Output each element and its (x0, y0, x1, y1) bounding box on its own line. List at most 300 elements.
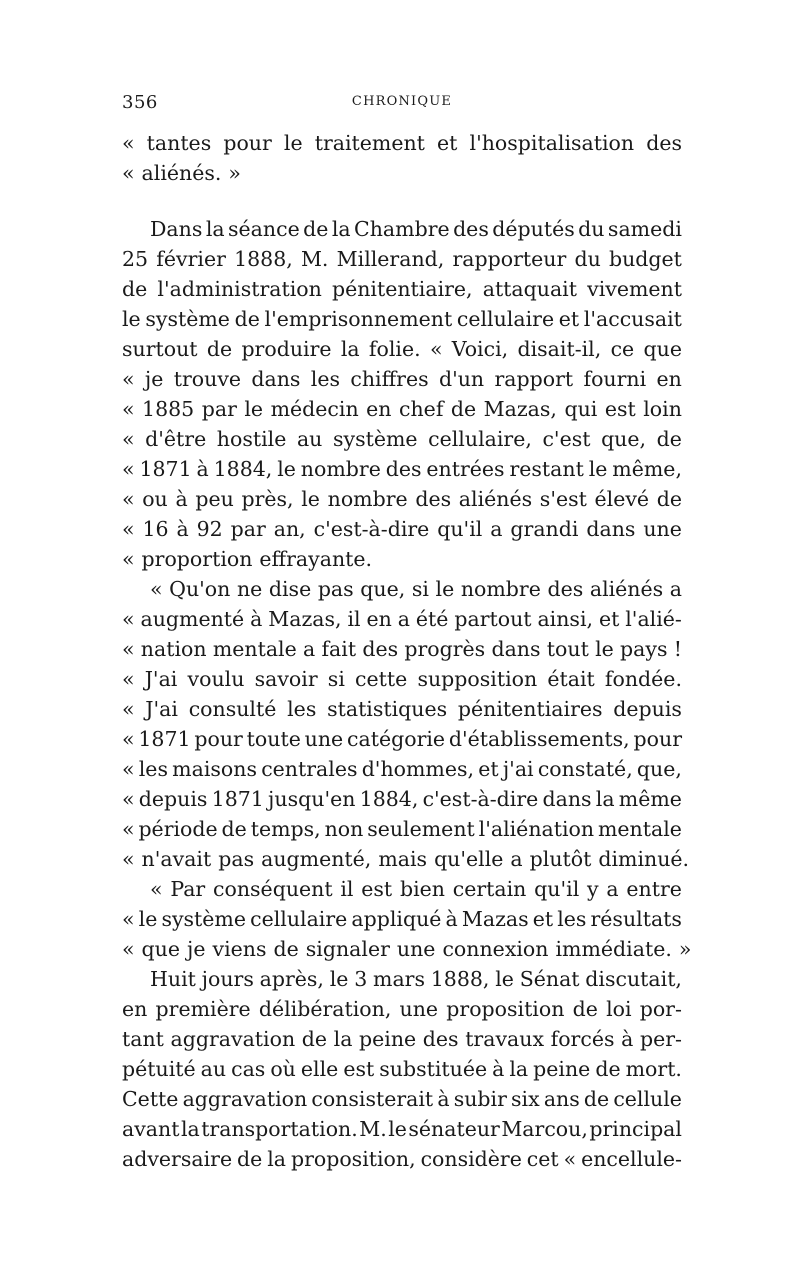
word: le (495, 967, 514, 991)
word: l'alié- (625, 607, 682, 631)
word: a (302, 637, 316, 661)
word: n'avait (141, 847, 212, 871)
text-line (122, 1024, 682, 1054)
word: de (583, 1087, 610, 1111)
text-line (122, 844, 690, 874)
text-line (122, 454, 682, 484)
word: temps, (250, 817, 321, 841)
word: que (141, 937, 181, 961)
word: trouve (173, 367, 242, 391)
word: mentale (597, 817, 682, 841)
word: qui (564, 397, 598, 421)
word: » (678, 937, 692, 961)
word: » (228, 161, 241, 185)
word: c'est-à-dire (422, 787, 539, 811)
word: de (273, 937, 299, 961)
word: rapport (494, 367, 574, 391)
text-line (122, 334, 682, 364)
word: elle (300, 1057, 339, 1081)
word: toute (246, 727, 301, 751)
word: à (196, 457, 209, 481)
word: le (329, 967, 349, 991)
word: le (283, 131, 303, 155)
word: j'ai (502, 757, 534, 781)
word: fourni (583, 367, 647, 391)
word: par (201, 397, 237, 421)
word: forcés (550, 1027, 615, 1051)
word: rapporteur (452, 247, 567, 271)
word: à (621, 1027, 634, 1051)
word: ne (236, 577, 263, 601)
word: la (333, 1027, 353, 1051)
word: aliénés (589, 577, 664, 601)
word: statistiques (327, 697, 448, 721)
word: il (340, 877, 354, 901)
word: le (595, 637, 614, 661)
word: pétuité (122, 1057, 196, 1081)
word: peine (359, 1027, 417, 1051)
word: « (122, 757, 135, 781)
text-line (122, 724, 682, 754)
word: sénateur (408, 1117, 500, 1141)
text-line (122, 1054, 682, 1084)
word: « (122, 487, 135, 511)
word: J'ai (145, 697, 178, 721)
word: seulement (367, 817, 475, 841)
word: une (396, 937, 436, 961)
word: période (138, 817, 218, 841)
paragraph (122, 128, 682, 188)
word: cas (231, 1057, 266, 1081)
word: et (478, 757, 499, 781)
word: appliqué (351, 907, 442, 931)
text-line (122, 694, 682, 724)
word: la (205, 217, 225, 241)
word: du (574, 247, 601, 271)
word: augmenté (140, 607, 245, 631)
word: peu (195, 487, 234, 511)
text-line (122, 964, 682, 994)
word: s'est (539, 487, 587, 511)
word: ou (142, 487, 168, 511)
text-line (122, 1114, 682, 1144)
word: d'un (438, 367, 485, 391)
text-line (122, 158, 682, 188)
word: « (122, 367, 135, 391)
word: tout (546, 637, 589, 661)
word: le (301, 487, 320, 511)
word: diminué. (598, 847, 690, 871)
text-line (122, 934, 692, 964)
word: subir (453, 1087, 507, 1111)
word: Par (170, 877, 206, 901)
paragraph (122, 874, 692, 964)
text-line (122, 424, 682, 454)
word: cellulaire (456, 307, 555, 331)
word: « (122, 131, 135, 155)
text-line (122, 514, 682, 544)
word: dans (491, 637, 541, 661)
word: « (122, 161, 135, 185)
text-line (122, 484, 682, 514)
word: 3 (354, 967, 368, 991)
word: ! (673, 637, 682, 661)
word: Marcou, (501, 1117, 588, 1141)
word: dans (586, 517, 636, 541)
word: le (138, 907, 158, 931)
word: de (122, 277, 148, 301)
word: connexion (442, 937, 549, 961)
word: Voici, (451, 337, 509, 361)
word: an, (273, 517, 306, 541)
word: que, (601, 427, 647, 451)
word: Cette (122, 1087, 179, 1111)
word: 16 (142, 517, 169, 541)
word: « (122, 637, 135, 661)
word: élevé (594, 487, 650, 511)
word: la (340, 337, 360, 361)
word: substituée (379, 1057, 488, 1081)
word: c'est-à-dire (313, 517, 430, 541)
word: surtout (122, 337, 198, 361)
word: por- (639, 997, 682, 1021)
word: voulu (187, 667, 245, 691)
word: séance (228, 217, 300, 241)
page-header (122, 92, 682, 118)
word: « (150, 877, 163, 901)
word: la (595, 787, 615, 811)
word: 1884, (359, 787, 419, 811)
word: 1885 (142, 397, 195, 421)
word: attaquait (482, 277, 577, 301)
word: jours (201, 967, 254, 991)
word: constaté, (537, 757, 633, 781)
running-head: CHRONIQUE (351, 94, 453, 109)
word: hostile (216, 427, 287, 451)
word: d'établissements, (448, 727, 630, 751)
word: Mazas, (268, 607, 342, 631)
word: à (492, 1057, 505, 1081)
word: même, (612, 457, 682, 481)
word: peine (533, 1057, 591, 1081)
word: Chambre (354, 217, 450, 241)
word: et (558, 307, 580, 331)
word: « (563, 1147, 577, 1171)
text-line (122, 634, 682, 664)
word: avant (122, 1117, 180, 1141)
word: immédiate. (555, 937, 672, 961)
word: est (343, 1057, 375, 1081)
word: de (450, 397, 477, 421)
word: je (144, 367, 164, 391)
word: 92 (196, 517, 223, 541)
word: dans (542, 787, 592, 811)
word: partout (454, 607, 532, 631)
word: système (161, 907, 246, 931)
word: 1871 (139, 457, 192, 481)
word: a (397, 607, 410, 631)
word: la (267, 1147, 287, 1171)
word: pas (218, 847, 255, 871)
word: première (155, 997, 251, 1021)
word: la (509, 1057, 529, 1081)
word: aliénés. (141, 161, 222, 185)
text-line (122, 394, 682, 424)
word: des (422, 1027, 459, 1051)
page-number: 356 (122, 92, 158, 113)
word: encellule- (581, 1147, 682, 1171)
word: députés (492, 217, 575, 241)
text-line (122, 784, 682, 814)
word: de (595, 1057, 621, 1081)
word: augmenté, (261, 847, 372, 871)
word: a (669, 577, 682, 601)
word: pour (633, 727, 682, 751)
word: jusqu'en (268, 787, 356, 811)
word: en (122, 997, 148, 1021)
word: cette (355, 667, 408, 691)
word: au (200, 1057, 227, 1081)
word: travaux (465, 1027, 545, 1051)
word: « (122, 397, 135, 421)
word: Mazas (461, 907, 529, 931)
word: le (388, 1117, 407, 1141)
word: mentale (212, 637, 297, 661)
word: « (429, 337, 443, 361)
word: des (453, 217, 489, 241)
word: a (490, 517, 503, 541)
word: l'accusait (583, 307, 682, 331)
word: proposition, (290, 1147, 416, 1171)
word: médecin (270, 397, 359, 421)
word: cellulaire, (428, 427, 532, 451)
text-line (122, 364, 682, 394)
word: 1884, (213, 457, 273, 481)
word: 1871 (211, 787, 264, 811)
word: entrées (426, 457, 505, 481)
paragraph (122, 964, 682, 1174)
text-line (122, 128, 682, 158)
word: cellule (613, 1087, 682, 1111)
word: transportation. (201, 1117, 358, 1141)
word: été (415, 607, 449, 631)
word: pour (223, 131, 272, 155)
word: si (327, 667, 345, 691)
word: une (399, 997, 439, 1021)
word: de (234, 307, 260, 331)
word: y (587, 877, 599, 901)
word: cellulaire (250, 907, 348, 931)
word: une (304, 727, 344, 751)
word: la (331, 217, 351, 241)
word: système (145, 307, 230, 331)
word: 1888, (234, 247, 293, 271)
word: de (301, 1027, 328, 1051)
word: « (122, 517, 135, 541)
word: pénitentiaire, (331, 277, 473, 301)
word: « (122, 667, 135, 691)
word: pays (620, 637, 668, 661)
text-line (122, 874, 682, 904)
word: loin (643, 397, 682, 421)
text-line (122, 814, 682, 844)
word: progrès (404, 637, 486, 661)
word: tant (122, 1027, 164, 1051)
word: centrales (261, 757, 358, 781)
word: pas (317, 577, 354, 601)
text-line (122, 544, 682, 574)
word: mort. (625, 1057, 682, 1081)
word: l'emprisonnement (264, 307, 453, 331)
word: à (176, 517, 189, 541)
text-line (122, 274, 682, 304)
word: à (437, 1087, 450, 1111)
word: de (303, 217, 329, 241)
word: c'est (542, 427, 591, 451)
word: « (150, 577, 163, 601)
word: et (598, 607, 620, 631)
word: de (656, 487, 682, 511)
word: « (122, 907, 135, 931)
text-line (122, 1144, 682, 1174)
text-line (122, 574, 682, 604)
word: « (122, 547, 135, 571)
word: et (437, 131, 458, 155)
word: à (250, 607, 263, 631)
word: « (122, 787, 135, 811)
word: est (604, 397, 636, 421)
word: l'aliénation (478, 817, 595, 841)
word: de (237, 1147, 263, 1171)
word: de (206, 337, 233, 361)
word: qu'elle (434, 847, 504, 871)
word: « (122, 847, 135, 871)
word: que, (636, 757, 682, 781)
word: les (310, 367, 341, 391)
word: traitement (314, 131, 425, 155)
word: entre (626, 877, 682, 901)
word: restant (509, 457, 584, 481)
word: savoir (254, 667, 318, 691)
word: résultats (590, 907, 682, 931)
word: mais (378, 847, 428, 871)
text-line (122, 904, 682, 934)
word: Qu'on (169, 577, 231, 601)
word: en (656, 367, 682, 391)
word: M. (359, 1117, 387, 1141)
paragraph-spacer (122, 188, 682, 214)
word: consulté (188, 697, 277, 721)
paragraph (122, 214, 682, 574)
word: a (510, 847, 523, 871)
word: le (277, 457, 296, 481)
word: ainsi, (537, 607, 594, 631)
text-line (122, 664, 682, 694)
word: dise (268, 577, 312, 601)
word: des (385, 457, 422, 481)
word: par (230, 517, 266, 541)
text-line (122, 1084, 682, 1114)
word: nombre (300, 457, 381, 481)
word: 1871 (138, 727, 191, 751)
word: Huit (150, 967, 196, 991)
word: chef (399, 397, 444, 421)
word: système (332, 427, 418, 451)
word: nation (140, 637, 207, 661)
word: des (362, 637, 399, 661)
word: cet (526, 1147, 559, 1171)
word: aggravation (182, 1087, 308, 1111)
word: pour (194, 727, 243, 751)
word: per- (639, 1027, 682, 1051)
text-line (122, 754, 682, 784)
word: plutôt (529, 847, 592, 871)
word: je (187, 937, 206, 961)
word: d'être (145, 427, 207, 451)
word: il (347, 607, 361, 631)
word: des (547, 577, 584, 601)
word: qu'il (437, 517, 483, 541)
word: l'hospitalisation (469, 131, 635, 155)
word: a (606, 877, 619, 901)
word: Mazas, (483, 397, 557, 421)
word: considère (420, 1147, 522, 1171)
word: délibération, (258, 997, 392, 1021)
word: « (122, 607, 135, 631)
word: « (122, 937, 135, 961)
word: 25 (122, 247, 149, 271)
word: le (435, 577, 455, 601)
word: disait-il, (517, 337, 602, 361)
word: effrayante. (259, 547, 373, 571)
word: les (287, 697, 317, 721)
word: en (366, 607, 392, 631)
word: « (122, 457, 135, 481)
word: principal (589, 1117, 682, 1141)
word: des (415, 487, 452, 511)
word: dans (251, 367, 301, 391)
word: les (557, 907, 587, 931)
word: est (361, 877, 393, 901)
word: nombre (327, 487, 408, 511)
word: « (122, 427, 135, 451)
word: supposition (417, 667, 538, 691)
word: le (244, 397, 264, 421)
word: certain (452, 877, 527, 901)
word: la (180, 1117, 200, 1141)
word: près, (241, 487, 294, 511)
word: discutait, (585, 967, 682, 991)
word: tantes (146, 131, 212, 155)
word: ans (543, 1087, 580, 1111)
word: 1888, (430, 967, 490, 991)
text-line (122, 994, 682, 1024)
word: de (656, 427, 682, 451)
text-line (122, 244, 682, 274)
word: Millerand, (336, 247, 445, 271)
word: J'ai (144, 667, 178, 691)
word: même (618, 787, 682, 811)
word: proportion (141, 547, 253, 571)
word: pénitentiaires (457, 697, 603, 721)
word: des (646, 131, 682, 155)
paragraph (122, 574, 690, 874)
word: si (411, 577, 429, 601)
word: ce (610, 337, 635, 361)
word: nombre (460, 577, 541, 601)
text-line (122, 604, 682, 634)
word: six (511, 1087, 540, 1111)
